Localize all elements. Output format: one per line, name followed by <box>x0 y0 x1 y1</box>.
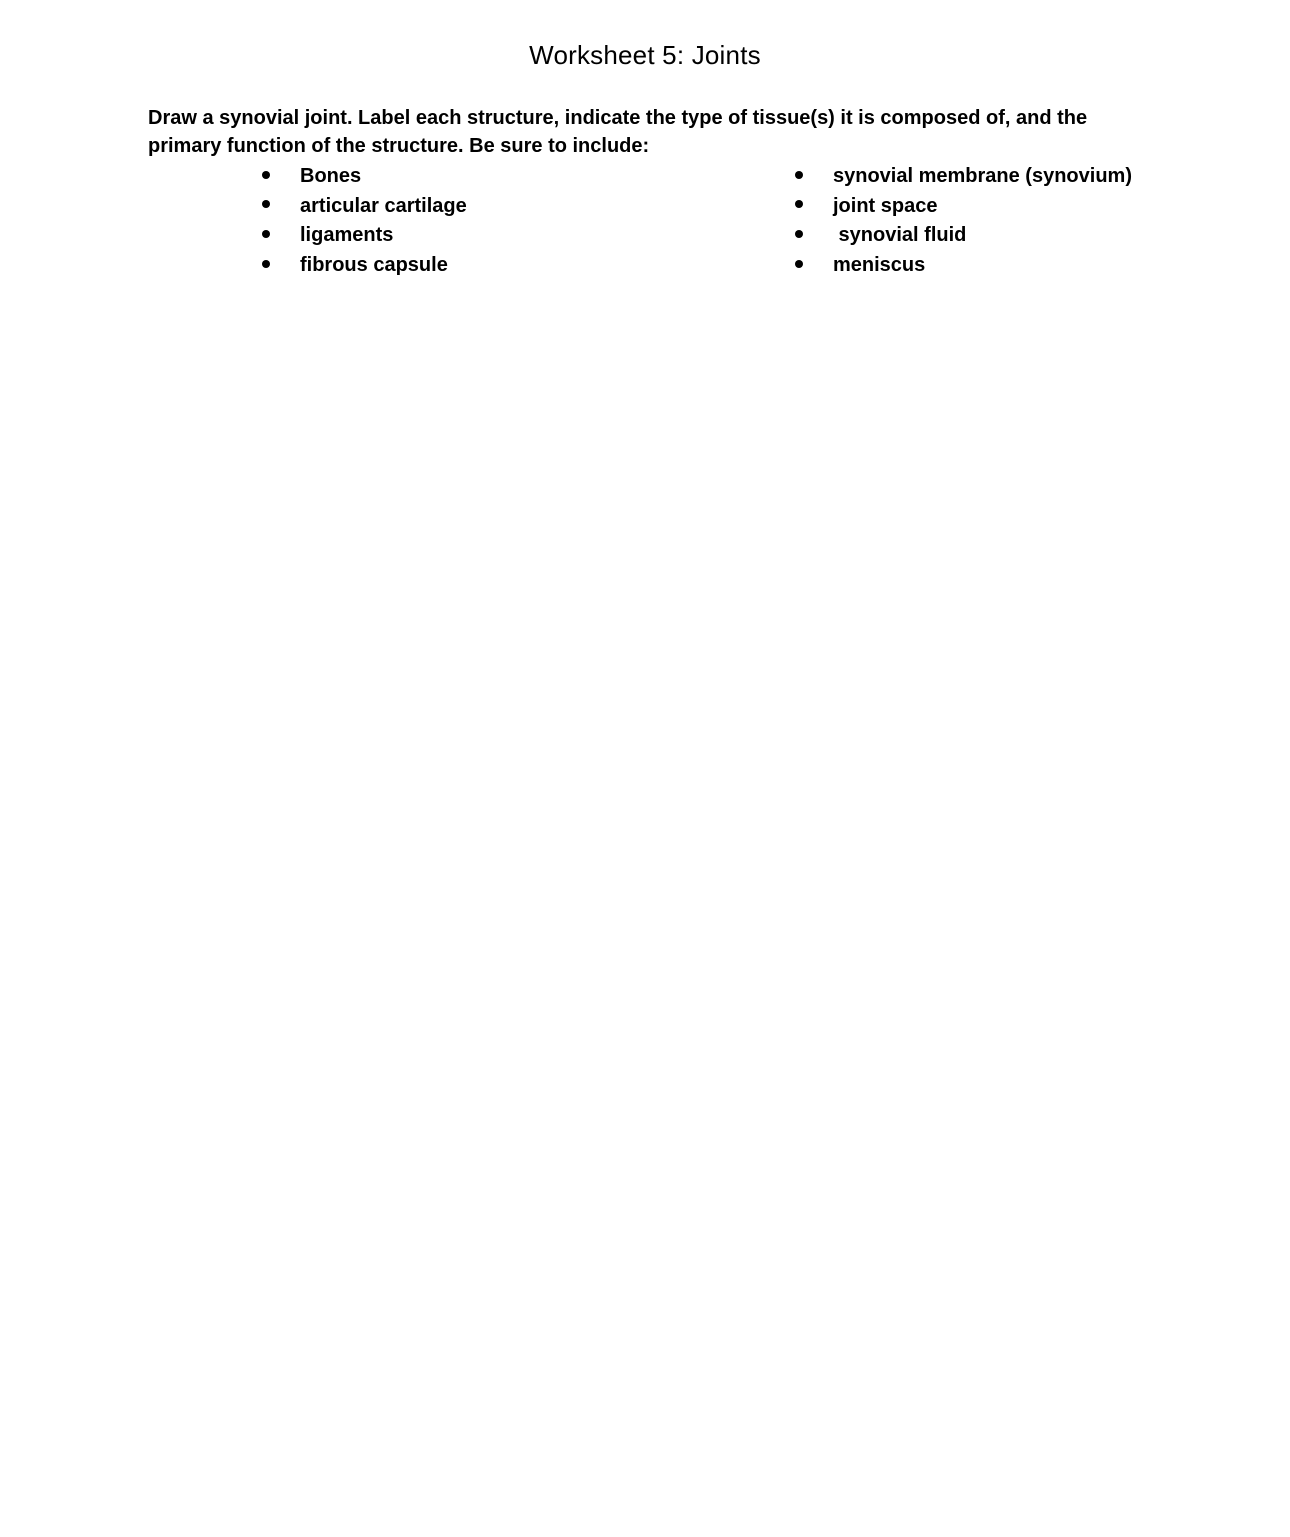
structure-label: ligaments <box>300 224 394 247</box>
bullet-icon <box>262 230 270 238</box>
structure-label: synovial fluid <box>833 224 967 247</box>
bullet-icon <box>262 200 270 208</box>
bullet-icon <box>795 200 803 208</box>
instructions-line-2: primary function of the structure. Be sure to include: <box>148 135 650 157</box>
page-title: Worksheet 5: Joints <box>529 40 761 70</box>
list-item <box>795 192 1132 222</box>
structure-label: meniscus <box>833 254 926 277</box>
bullet-icon <box>795 260 803 268</box>
structure-label: articular cartilage <box>300 194 467 217</box>
structure-label: Bones <box>300 165 362 187</box>
list-item <box>262 221 467 251</box>
structure-list-right <box>795 162 1132 281</box>
list-item <box>795 162 1132 192</box>
list-item <box>262 192 467 222</box>
structure-label: synovial membrane (synovium) <box>833 165 1132 187</box>
list-item <box>262 162 467 192</box>
list-item <box>795 251 1132 281</box>
bullet-icon <box>795 171 803 179</box>
instructions <box>148 104 1148 160</box>
bullet-icon <box>262 171 270 179</box>
structure-list-left <box>262 162 467 281</box>
bullet-icon <box>795 230 803 238</box>
bullet-icon <box>262 260 270 268</box>
instructions-line-1: Draw a synovial joint. Label each structure, indicate the type of tissue(s) it is composed of, and the <box>148 107 1088 129</box>
list-item <box>795 221 1132 251</box>
structure-label: joint space <box>833 194 938 217</box>
list-item <box>262 251 467 281</box>
structure-label: fibrous capsule <box>300 254 448 277</box>
